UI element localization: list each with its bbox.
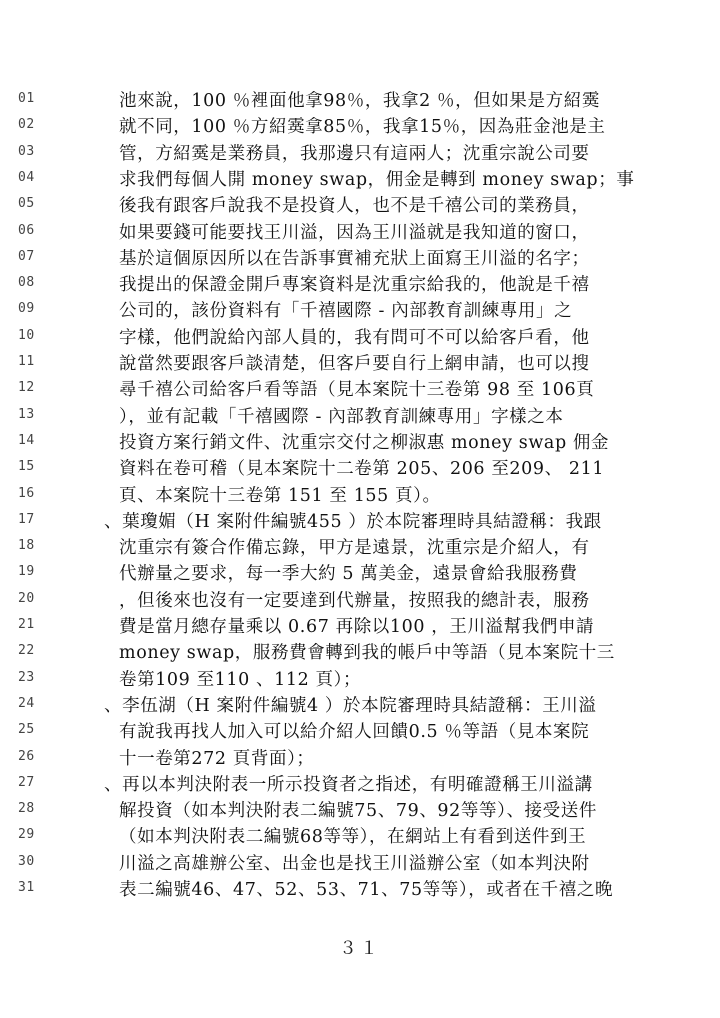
line-number: 23 [18,669,35,685]
text-line [0,272,720,298]
text-line [0,588,720,614]
text-line [0,614,720,640]
line-text: money swap，服務費會轉到我的帳戶中等語（見本案院十三 [119,643,615,664]
text-line [0,114,720,140]
text-line [0,877,720,903]
line-number: 22 [18,643,35,659]
line-number: 01 [18,91,35,106]
line-number: 29 [18,827,35,843]
line-number: 10 [18,327,35,343]
text-line [0,167,720,193]
line-text: 求我們每個人開 money swap，佣金是轉到 money swap；事 [119,169,635,190]
text-line [0,193,720,219]
text-line [0,377,720,403]
text-line [0,325,720,351]
line-number: 14 [18,432,35,448]
line-number: 20 [18,590,35,606]
text-line [0,298,720,324]
text-line [0,351,720,377]
line-text: 說當然要跟客戶談清楚，但客戶要自行上網申請，也可以搜 [119,354,590,374]
line-number: 02 [18,117,35,133]
text-line [0,719,720,745]
line-text: 、葉瓊媚（H 案附件編號455 ）於本院審理時具結證稱：我跟 [104,511,602,532]
line-text: 投資方案行銷文件、沈重宗交付之柳淑惠 money swap 佣金 [119,432,610,453]
line-number: 18 [18,538,35,554]
text-line [0,535,720,561]
line-number: 07 [18,248,35,264]
text-line [0,88,720,114]
line-text: 字樣，他們說給內部人員的，我有問可不可以給客戶看，他 [119,327,590,348]
text-line [0,798,720,824]
line-number: 26 [18,748,35,764]
line-text: 、李伍湖（H 案附件編號4 ）於本院審理時具結證稱：王川溢 [104,695,597,716]
line-text: ），並有記載「千禧國際 - 內部教育訓練專用」字樣之本 [119,406,564,427]
line-text: 代辦量之要求，每一季大約 5 萬美金，遠景會給我服務費 [119,564,578,585]
text-line [0,640,720,666]
line-text: 沈重宗有簽合作備忘錄，甲方是遠景，沈重宗是介紹人，有 [119,538,590,559]
line-number: 12 [18,380,35,396]
text-line [0,693,720,719]
line-text: ，但後來也沒有一定要達到代辦量，按照我的總計表，服務 [119,590,590,611]
line-text: 後我有跟客戶說我不是投資人，也不是千禧公司的業務員， [119,196,590,217]
line-number: 13 [18,406,35,422]
line-text: 資料在卷可稽（見本案院十二卷第 205、206 至209、 211 [119,459,605,480]
line-number: 21 [18,617,35,632]
line-text: 基於這個原因所以在告訴事實補充狀上面寫王川溢的名字； [119,248,590,269]
text-line [0,509,720,535]
line-text: 十一卷第272 頁背面）； [119,748,315,769]
line-text: 如果要錢可能要找王川溢，因為王川溢就是我知道的窗口， [119,222,590,243]
text-line [0,430,720,456]
text-line [0,483,720,509]
line-text: 頁、本案院十三卷第 151 至 155 頁）。 [119,485,441,506]
line-text: 公司的，該份資料有「千禧國際 - 內部教育訓練專用」之 [119,301,573,322]
line-text: 尋千禧公司給客戶看等語（見本案院十三卷第 98 至 106頁 [119,380,595,401]
line-number: 04 [18,169,35,185]
line-number: 16 [18,485,35,501]
text-line [0,667,720,693]
line-text: 、再以本判決附表一所示投資者之指述，有明確證稱王川溢講 [104,774,593,795]
line-number: 27 [18,774,35,790]
line-text: 池來說，100 ％裡面他拿98％，我拿2 ％，但如果是方紹霙 [119,91,600,111]
page-number: ３１ [339,938,381,959]
line-number: 08 [18,275,35,291]
text-line [0,456,720,482]
line-text: 我提出的保證金開戶專案資料是沈重宗給我的，他說是千禧 [119,275,590,296]
text-line [0,561,720,587]
line-text: 有說我再找人加入可以給介紹人回饋0.5 ％等語（見本案院 [119,722,590,743]
text-line [0,141,720,167]
text-line [0,404,720,430]
line-number: 05 [18,196,35,212]
line-number: 11 [18,354,35,369]
line-text: 卷第109 至110 、112 頁）； [119,669,362,690]
text-line [0,824,720,850]
line-text: 管，方紹霙是業務員，我那邊只有這兩人；沈重宗說公司要 [119,143,590,164]
line-text: 就不同，100 ％方紹霙拿85％，我拿15％，因為莊金池是主 [119,117,606,138]
line-number: 28 [18,801,35,817]
line-text: 表二編號46、47、52、53、71、75等等），或者在千禧之晚 [119,880,614,900]
line-number: 17 [18,511,35,527]
line-number: 09 [18,301,35,317]
line-number: 15 [18,459,35,475]
line-number: 31 [18,880,35,895]
line-text: 解投資（如本判決附表二編號75、79、92等等）、接受送件 [119,801,597,822]
line-text: 川溢之高雄辦公室、出金也是找王川溢辦公室（如本判決附 [119,853,590,874]
line-number: 19 [18,564,35,580]
line-number: 25 [18,722,35,738]
line-text: 費是當月總存量乘以 0.67 再除以100 ，王川溢幫我們申請 [119,617,595,637]
line-number: 03 [18,143,35,159]
text-line [0,772,720,798]
text-line [0,220,720,246]
text-line [0,851,720,877]
text-line [0,746,720,772]
line-number: 24 [18,695,35,711]
line-number: 06 [18,222,35,238]
line-text: （如本判決附表二編號68等等），在網站上有看到送件到王 [119,827,587,848]
line-number: 30 [18,853,35,869]
text-line [0,246,720,272]
